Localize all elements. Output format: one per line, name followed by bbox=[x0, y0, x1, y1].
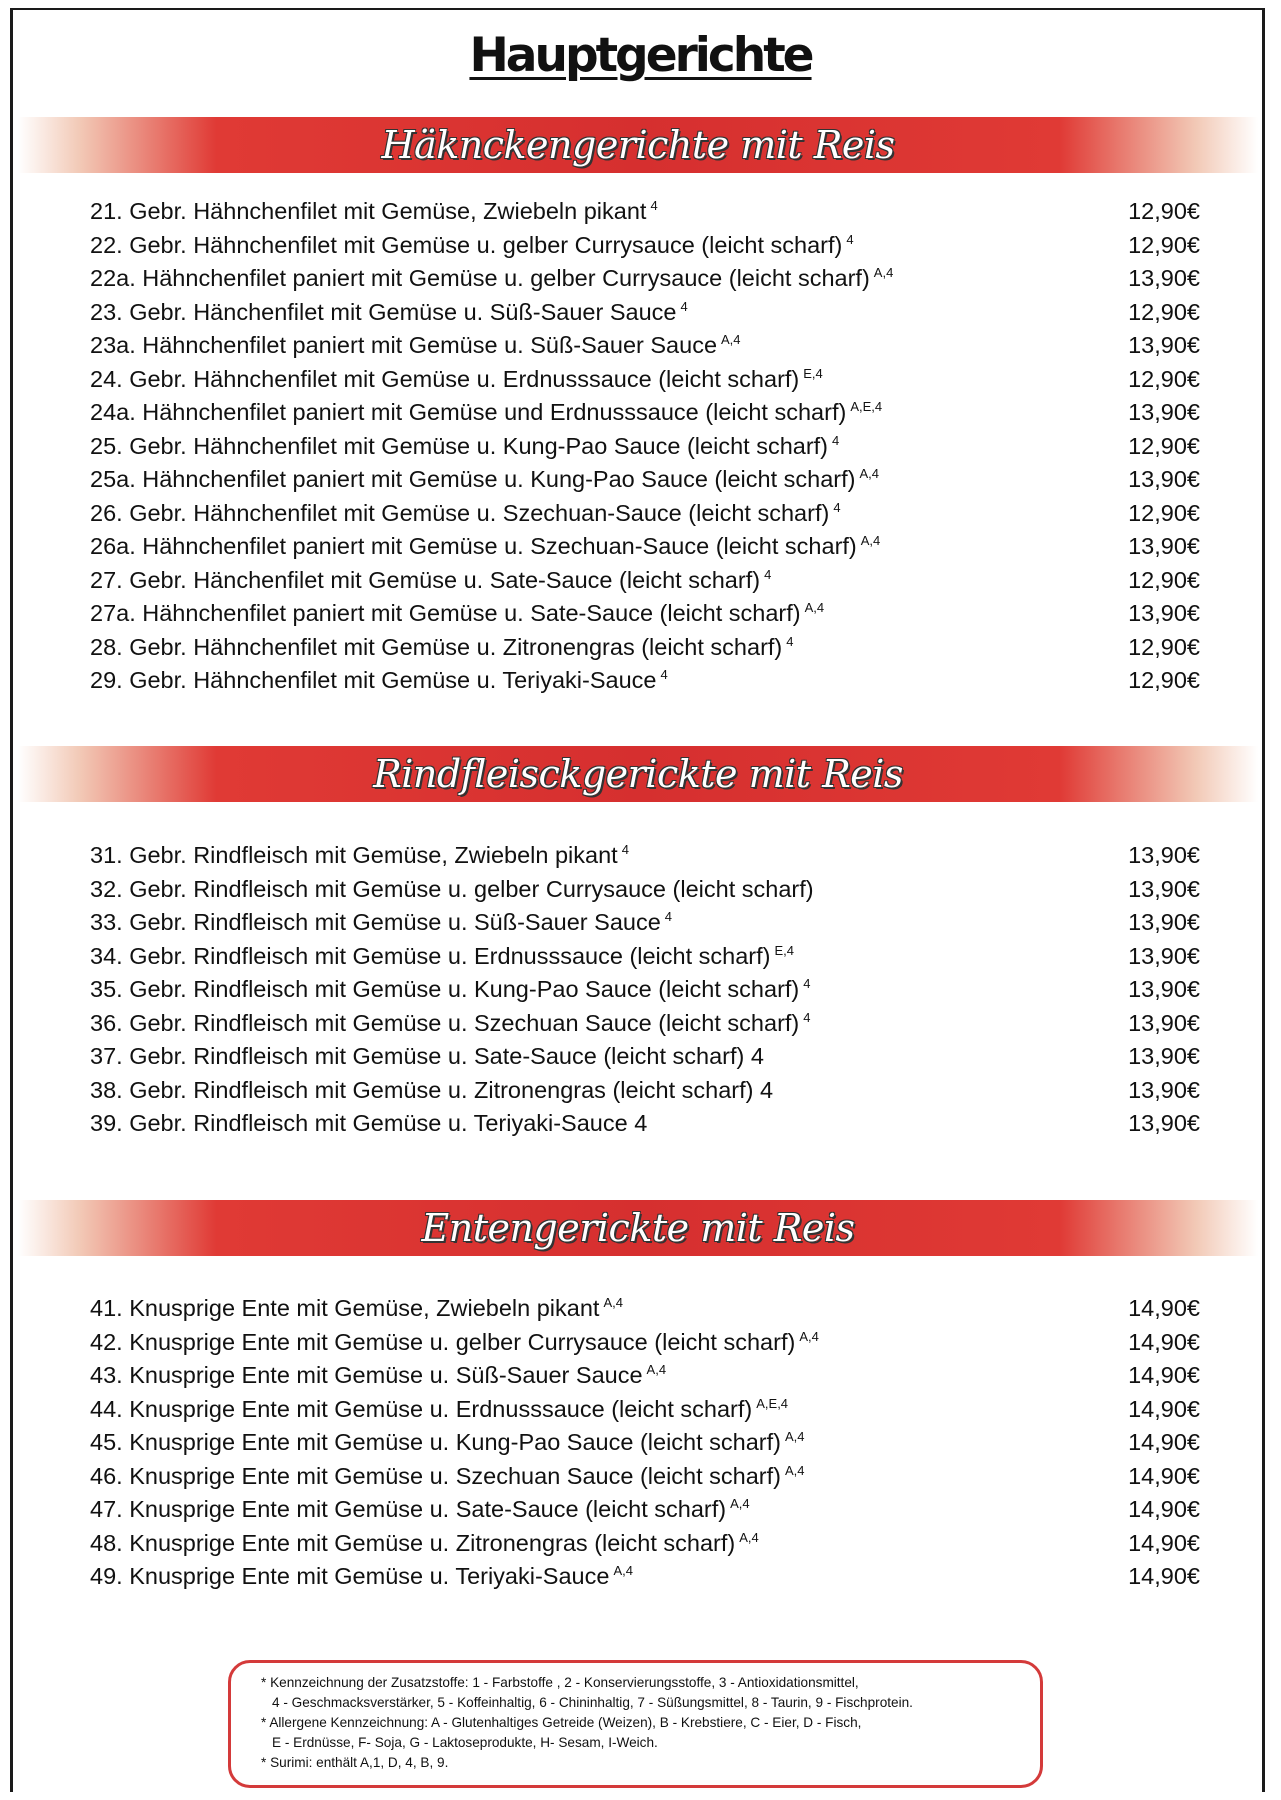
menu-item bbox=[90, 1010, 810, 1037]
menu-item bbox=[90, 332, 741, 359]
menu-item-allergens: 4 bbox=[621, 842, 629, 858]
menu-item-price: 14,90€ bbox=[1128, 1462, 1200, 1489]
menu-item bbox=[90, 976, 810, 1003]
menu-item bbox=[90, 600, 824, 627]
menu-item bbox=[90, 634, 794, 661]
menu-item-price: 12,90€ bbox=[1128, 566, 1200, 593]
menu-item-row bbox=[90, 1110, 1200, 1144]
menu-item-allergens: 4 bbox=[764, 566, 772, 582]
menu-item-price: 13,90€ bbox=[1128, 265, 1200, 291]
menu-item-allergens: A,4 bbox=[603, 1295, 623, 1311]
menu-item-name: 23. Gebr. Hänchenfilet mit Gemüse u. Süß-Sauer Sauce bbox=[90, 298, 677, 325]
banner-duck bbox=[18, 1200, 1258, 1256]
menu-item-row bbox=[90, 198, 1200, 232]
menu-item-allergens: A,E,4 bbox=[756, 1395, 789, 1411]
menu-item-price: 12,90€ bbox=[1128, 633, 1200, 660]
menu-item-row bbox=[90, 432, 1200, 467]
menu-item-name: 34. Gebr. Rindfleisch mit Gemüse u. Erdnusssauce (leicht scharf) bbox=[90, 942, 771, 969]
menu-item-price: 13,90€ bbox=[1128, 332, 1200, 358]
menu-item-name: 24. Gebr. Hähnchenfilet mit Gemüse u. Erdnusssauce (leicht scharf) bbox=[90, 365, 800, 392]
menu-list-duck bbox=[90, 1295, 1200, 1597]
page-title: Hauptgerichte bbox=[469, 28, 812, 83]
menu-item bbox=[90, 667, 668, 694]
menu-item-name: 36. Gebr. Rindfleisch mit Gemüse u. Szechuan Sauce (leicht scharf) bbox=[90, 1009, 800, 1036]
menu-item-row bbox=[90, 976, 1200, 1010]
menu-item-price: 14,90€ bbox=[1128, 1328, 1200, 1355]
menu-item bbox=[90, 399, 882, 426]
menu-item-row bbox=[90, 633, 1200, 668]
footnote-line: 4 - Geschmacksverstärker, 5 - Koffeinhaltig, 6 - Chininhaltig, 7 - Süßungsmittel, 8 - Taurin, 9 - Fischprotein. bbox=[272, 1695, 913, 1710]
menu-item bbox=[90, 943, 794, 970]
banner-chicken bbox=[18, 117, 1258, 173]
menu-item-price: 14,90€ bbox=[1128, 1295, 1200, 1321]
menu-item-name: 45. Knusprige Ente mit Gemüse u. Kung-Pao Sauce (leicht scharf) bbox=[90, 1429, 781, 1455]
menu-item-name: 39. Gebr. Rindfleisch mit Gemüse u. Teriyaki-Sauce 4 bbox=[90, 1110, 648, 1136]
menu-item bbox=[90, 533, 880, 560]
menu-item bbox=[90, 1530, 759, 1557]
menu-item-price: 13,90€ bbox=[1128, 600, 1200, 626]
banner-beef-title: Rindfleisckgerickte mit Reis bbox=[373, 752, 903, 796]
menu-item-name: 33. Gebr. Rindfleisch mit Gemüse u. Süß-Sauer Sauce bbox=[90, 909, 661, 935]
menu-item-row bbox=[90, 1429, 1200, 1463]
menu-item-allergens: A,4 bbox=[799, 1328, 819, 1344]
menu-item-allergens: 4 bbox=[786, 633, 794, 649]
menu-item-row bbox=[90, 1009, 1200, 1044]
menu-item bbox=[90, 466, 879, 493]
menu-item-row bbox=[90, 298, 1200, 333]
menu-item-row bbox=[90, 1395, 1200, 1430]
banner-duck-title: Entengerickte mit Reis bbox=[421, 1206, 855, 1250]
menu-item-row bbox=[90, 399, 1200, 433]
menu-item-price: 14,90€ bbox=[1128, 1563, 1200, 1589]
menu-item-row bbox=[90, 566, 1200, 601]
menu-item-price: 14,90€ bbox=[1128, 1395, 1200, 1422]
menu-item-allergens: 4 bbox=[650, 198, 658, 214]
menu-item-row bbox=[90, 1462, 1200, 1497]
menu-item-name: 21. Gebr. Hähnchenfilet mit Gemüse, Zwiebeln pikant bbox=[90, 198, 647, 224]
menu-item-price: 13,90€ bbox=[1128, 1009, 1200, 1036]
menu-item bbox=[90, 1429, 805, 1456]
menu-item-name: 38. Gebr. Rindfleisch mit Gemüse u. Zitronengras (leicht scharf) 4 bbox=[90, 1076, 774, 1103]
menu-item-price: 14,90€ bbox=[1128, 1529, 1200, 1556]
menu-item bbox=[90, 1463, 805, 1490]
menu-item bbox=[90, 1362, 666, 1389]
menu-item-name: 28. Gebr. Hähnchenfilet mit Gemüse u. Zitronengras (leicht scharf) bbox=[90, 633, 783, 660]
menu-item bbox=[90, 265, 893, 292]
menu-item bbox=[90, 842, 629, 869]
menu-item-allergens: A,4 bbox=[730, 1496, 750, 1512]
menu-item bbox=[90, 909, 672, 936]
menu-item-allergens: 4 bbox=[803, 1009, 811, 1025]
menu-item-row bbox=[90, 265, 1200, 299]
menu-item-row bbox=[90, 875, 1200, 910]
menu-item-row bbox=[90, 909, 1200, 943]
menu-item-row bbox=[90, 1496, 1200, 1530]
menu-item-allergens: A,E,4 bbox=[850, 399, 883, 415]
menu-item bbox=[90, 500, 841, 527]
menu-item-row bbox=[90, 1563, 1200, 1597]
menu-item-row bbox=[90, 231, 1200, 266]
menu-item-price: 14,90€ bbox=[1128, 1496, 1200, 1522]
menu-item-price: 13,90€ bbox=[1128, 1076, 1200, 1103]
menu-item-allergens: 4 bbox=[833, 499, 841, 515]
menu-item-row bbox=[90, 1529, 1200, 1564]
menu-item-name: 47. Knusprige Ente mit Gemüse u. Sate-Sauce (leicht scharf) bbox=[90, 1496, 727, 1522]
menu-item-row bbox=[90, 1362, 1200, 1396]
menu-item-price: 14,90€ bbox=[1128, 1362, 1200, 1388]
menu-item-name: 46. Knusprige Ente mit Gemüse u. Szechuan Sauce (leicht scharf) bbox=[90, 1462, 781, 1489]
menu-item-name: 25a. Hähnchenfilet paniert mit Gemüse u. Kung-Pao Sauce (leicht scharf) bbox=[90, 466, 856, 492]
menu-item-allergens: E,4 bbox=[803, 365, 823, 381]
menu-item bbox=[90, 433, 839, 460]
menu-item-allergens: A,4 bbox=[646, 1362, 667, 1378]
menu-item bbox=[90, 1043, 764, 1070]
menu-item bbox=[90, 232, 854, 259]
menu-item-price: 13,90€ bbox=[1128, 875, 1200, 902]
menu-item-row bbox=[90, 842, 1200, 876]
footnote-line: * Kennzeichnung der Zusatzstoffe: 1 - Farbstoffe , 2 - Konservierungsstoffe, 3 - Antioxidationsmittel, bbox=[261, 1675, 859, 1690]
menu-item-allergens: A,4 bbox=[785, 1429, 805, 1445]
menu-item-allergens: 4 bbox=[680, 298, 688, 314]
menu-item-price: 12,90€ bbox=[1128, 499, 1200, 526]
banner-chicken-title: Häknckengerichte mit Reis bbox=[381, 123, 895, 167]
footnote-line: E - Erdnüsse, F- Soja, G - Laktoseprodukte, H- Sesam, I-Weich. bbox=[272, 1735, 658, 1750]
menu-item-name: 23a. Hähnchenfilet paniert mit Gemüse u. Süß-Sauer Sauce bbox=[90, 332, 718, 358]
menu-item-row bbox=[90, 1076, 1200, 1111]
menu-item-row bbox=[90, 600, 1200, 634]
menu-item bbox=[90, 1329, 819, 1356]
menu-item-name: 44. Knusprige Ente mit Gemüse u. Erdnusssauce (leicht scharf) bbox=[90, 1395, 753, 1422]
menu-item-row bbox=[90, 365, 1200, 400]
menu-item-name: 22. Gebr. Hähnchenfilet mit Gemüse u. gelber Currysauce (leicht scharf) bbox=[90, 231, 843, 258]
menu-item-row bbox=[90, 499, 1200, 534]
menu-item-price: 13,90€ bbox=[1128, 909, 1200, 935]
menu-item-price: 13,90€ bbox=[1128, 399, 1200, 425]
menu-item-price: 12,90€ bbox=[1128, 198, 1200, 224]
menu-item-price: 13,90€ bbox=[1128, 533, 1200, 559]
menu-item bbox=[90, 1396, 788, 1423]
menu-item-allergens: 4 bbox=[664, 909, 673, 925]
menu-item-name: 43. Knusprige Ente mit Gemüse u. Süß-Sauer Sauce bbox=[90, 1362, 643, 1388]
menu-item-name: 22a. Hähnchenfilet paniert mit Gemüse u. gelber Currysauce (leicht scharf) bbox=[90, 265, 870, 291]
menu-item-name: 48. Knusprige Ente mit Gemüse u. Zitronengras (leicht scharf) bbox=[90, 1529, 736, 1556]
menu-list-chicken bbox=[90, 198, 1200, 701]
menu-item-row bbox=[90, 332, 1200, 366]
menu-item bbox=[90, 876, 814, 903]
menu-item-price: 14,90€ bbox=[1128, 1429, 1200, 1455]
menu-item bbox=[90, 366, 823, 393]
menu-item-price: 12,90€ bbox=[1128, 432, 1200, 459]
menu-list-beef bbox=[90, 842, 1200, 1144]
menu-item-price: 12,90€ bbox=[1128, 667, 1200, 693]
menu-item-name: 25. Gebr. Hähnchenfilet mit Gemüse u. Kung-Pao Sauce (leicht scharf) bbox=[90, 432, 829, 459]
menu-item-allergens: A,4 bbox=[613, 1563, 633, 1579]
footnote-line: * Surimi: enthält A,1, D, 4, B, 9. bbox=[261, 1755, 449, 1770]
menu-item-name: 26a. Hähnchenfilet paniert mit Gemüse u. Szechuan-Sauce (leicht scharf) bbox=[90, 533, 857, 559]
banner-beef bbox=[18, 746, 1258, 802]
menu-item-name: 27. Gebr. Hänchenfilet mit Gemüse u. Sate-Sauce (leicht scharf) bbox=[90, 566, 761, 593]
menu-item-name: 41. Knusprige Ente mit Gemüse, Zwiebeln pikant bbox=[90, 1295, 600, 1321]
menu-item-allergens: A,4 bbox=[860, 533, 881, 549]
menu-item-name: 26. Gebr. Hähnchenfilet mit Gemüse u. Szechuan-Sauce (leicht scharf) bbox=[90, 499, 830, 526]
menu-item-allergens: A,4 bbox=[873, 265, 894, 281]
menu-item bbox=[90, 1077, 773, 1104]
menu-item-allergens: 4 bbox=[832, 432, 840, 448]
menu-item-allergens: 4 bbox=[660, 667, 668, 683]
menu-item-name: 31. Gebr. Rindfleisch mit Gemüse, Zwiebeln pikant bbox=[90, 842, 618, 868]
menu-item-allergens: A,4 bbox=[785, 1462, 805, 1478]
menu-item bbox=[90, 1295, 623, 1322]
menu-item-name: 24a. Hähnchenfilet paniert mit Gemüse und Erdnusssauce (leicht scharf) bbox=[90, 399, 847, 425]
menu-item-allergens: A,4 bbox=[804, 600, 825, 616]
menu-item-name: 49. Knusprige Ente mit Gemüse u. Teriyaki-Sauce bbox=[90, 1563, 610, 1589]
menu-item-row bbox=[90, 942, 1200, 977]
menu-item bbox=[90, 567, 771, 594]
menu-item bbox=[90, 299, 688, 326]
menu-item-row bbox=[90, 466, 1200, 500]
menu-item-price: 12,90€ bbox=[1128, 231, 1200, 258]
menu-item-allergens: 4 bbox=[846, 231, 854, 247]
menu-item-name: 37. Gebr. Rindfleisch mit Gemüse u. Sate-Sauce (leicht scharf) 4 bbox=[90, 1043, 764, 1069]
menu-item-price: 13,90€ bbox=[1128, 976, 1200, 1002]
menu-item bbox=[90, 1496, 750, 1523]
menu-item-price: 13,90€ bbox=[1128, 942, 1200, 969]
footnote-box bbox=[228, 1660, 1043, 1788]
menu-item-name: 27a. Hähnchenfilet paniert mit Gemüse u. Sate-Sauce (leicht scharf) bbox=[90, 600, 801, 626]
menu-item-price: 13,90€ bbox=[1128, 1110, 1200, 1136]
menu-item-row bbox=[90, 1295, 1200, 1329]
menu-item-row bbox=[90, 667, 1200, 701]
menu-item-allergens: A,4 bbox=[739, 1529, 759, 1545]
footnote-line: * Allergene Kennzeichnung: A - Glutenhaltiges Getreide (Weizen), B - Krebstiere, C - Eier, D - Fisch, bbox=[261, 1715, 862, 1730]
menu-item-price: 13,90€ bbox=[1128, 842, 1200, 868]
menu-item-row bbox=[90, 1043, 1200, 1077]
menu-item-allergens: A,4 bbox=[859, 466, 879, 482]
menu-item-row bbox=[90, 533, 1200, 567]
menu-item-name: 32. Gebr. Rindfleisch mit Gemüse u. gelber Currysauce (leicht scharf) bbox=[90, 875, 814, 902]
menu-item-price: 12,90€ bbox=[1128, 298, 1200, 325]
menu-item-row bbox=[90, 1328, 1200, 1363]
menu-item-allergens: A,4 bbox=[721, 332, 741, 348]
menu-item-allergens: 4 bbox=[803, 976, 811, 992]
menu-item-price: 12,90€ bbox=[1128, 365, 1200, 392]
menu-item-price: 13,90€ bbox=[1128, 466, 1200, 492]
menu-item bbox=[90, 1563, 633, 1590]
menu-item-name: 29. Gebr. Hähnchenfilet mit Gemüse u. Teriyaki-Sauce bbox=[90, 667, 657, 693]
menu-item-name: 35. Gebr. Rindfleisch mit Gemüse u. Kung-Pao Sauce (leicht scharf) bbox=[90, 976, 800, 1002]
menu-item bbox=[90, 198, 658, 225]
menu-item bbox=[90, 1110, 647, 1137]
menu-item-price: 13,90€ bbox=[1128, 1043, 1200, 1069]
menu-item-allergens: E,4 bbox=[774, 942, 794, 958]
menu-item-name: 42. Knusprige Ente mit Gemüse u. gelber Currysauce (leicht scharf) bbox=[90, 1328, 796, 1355]
